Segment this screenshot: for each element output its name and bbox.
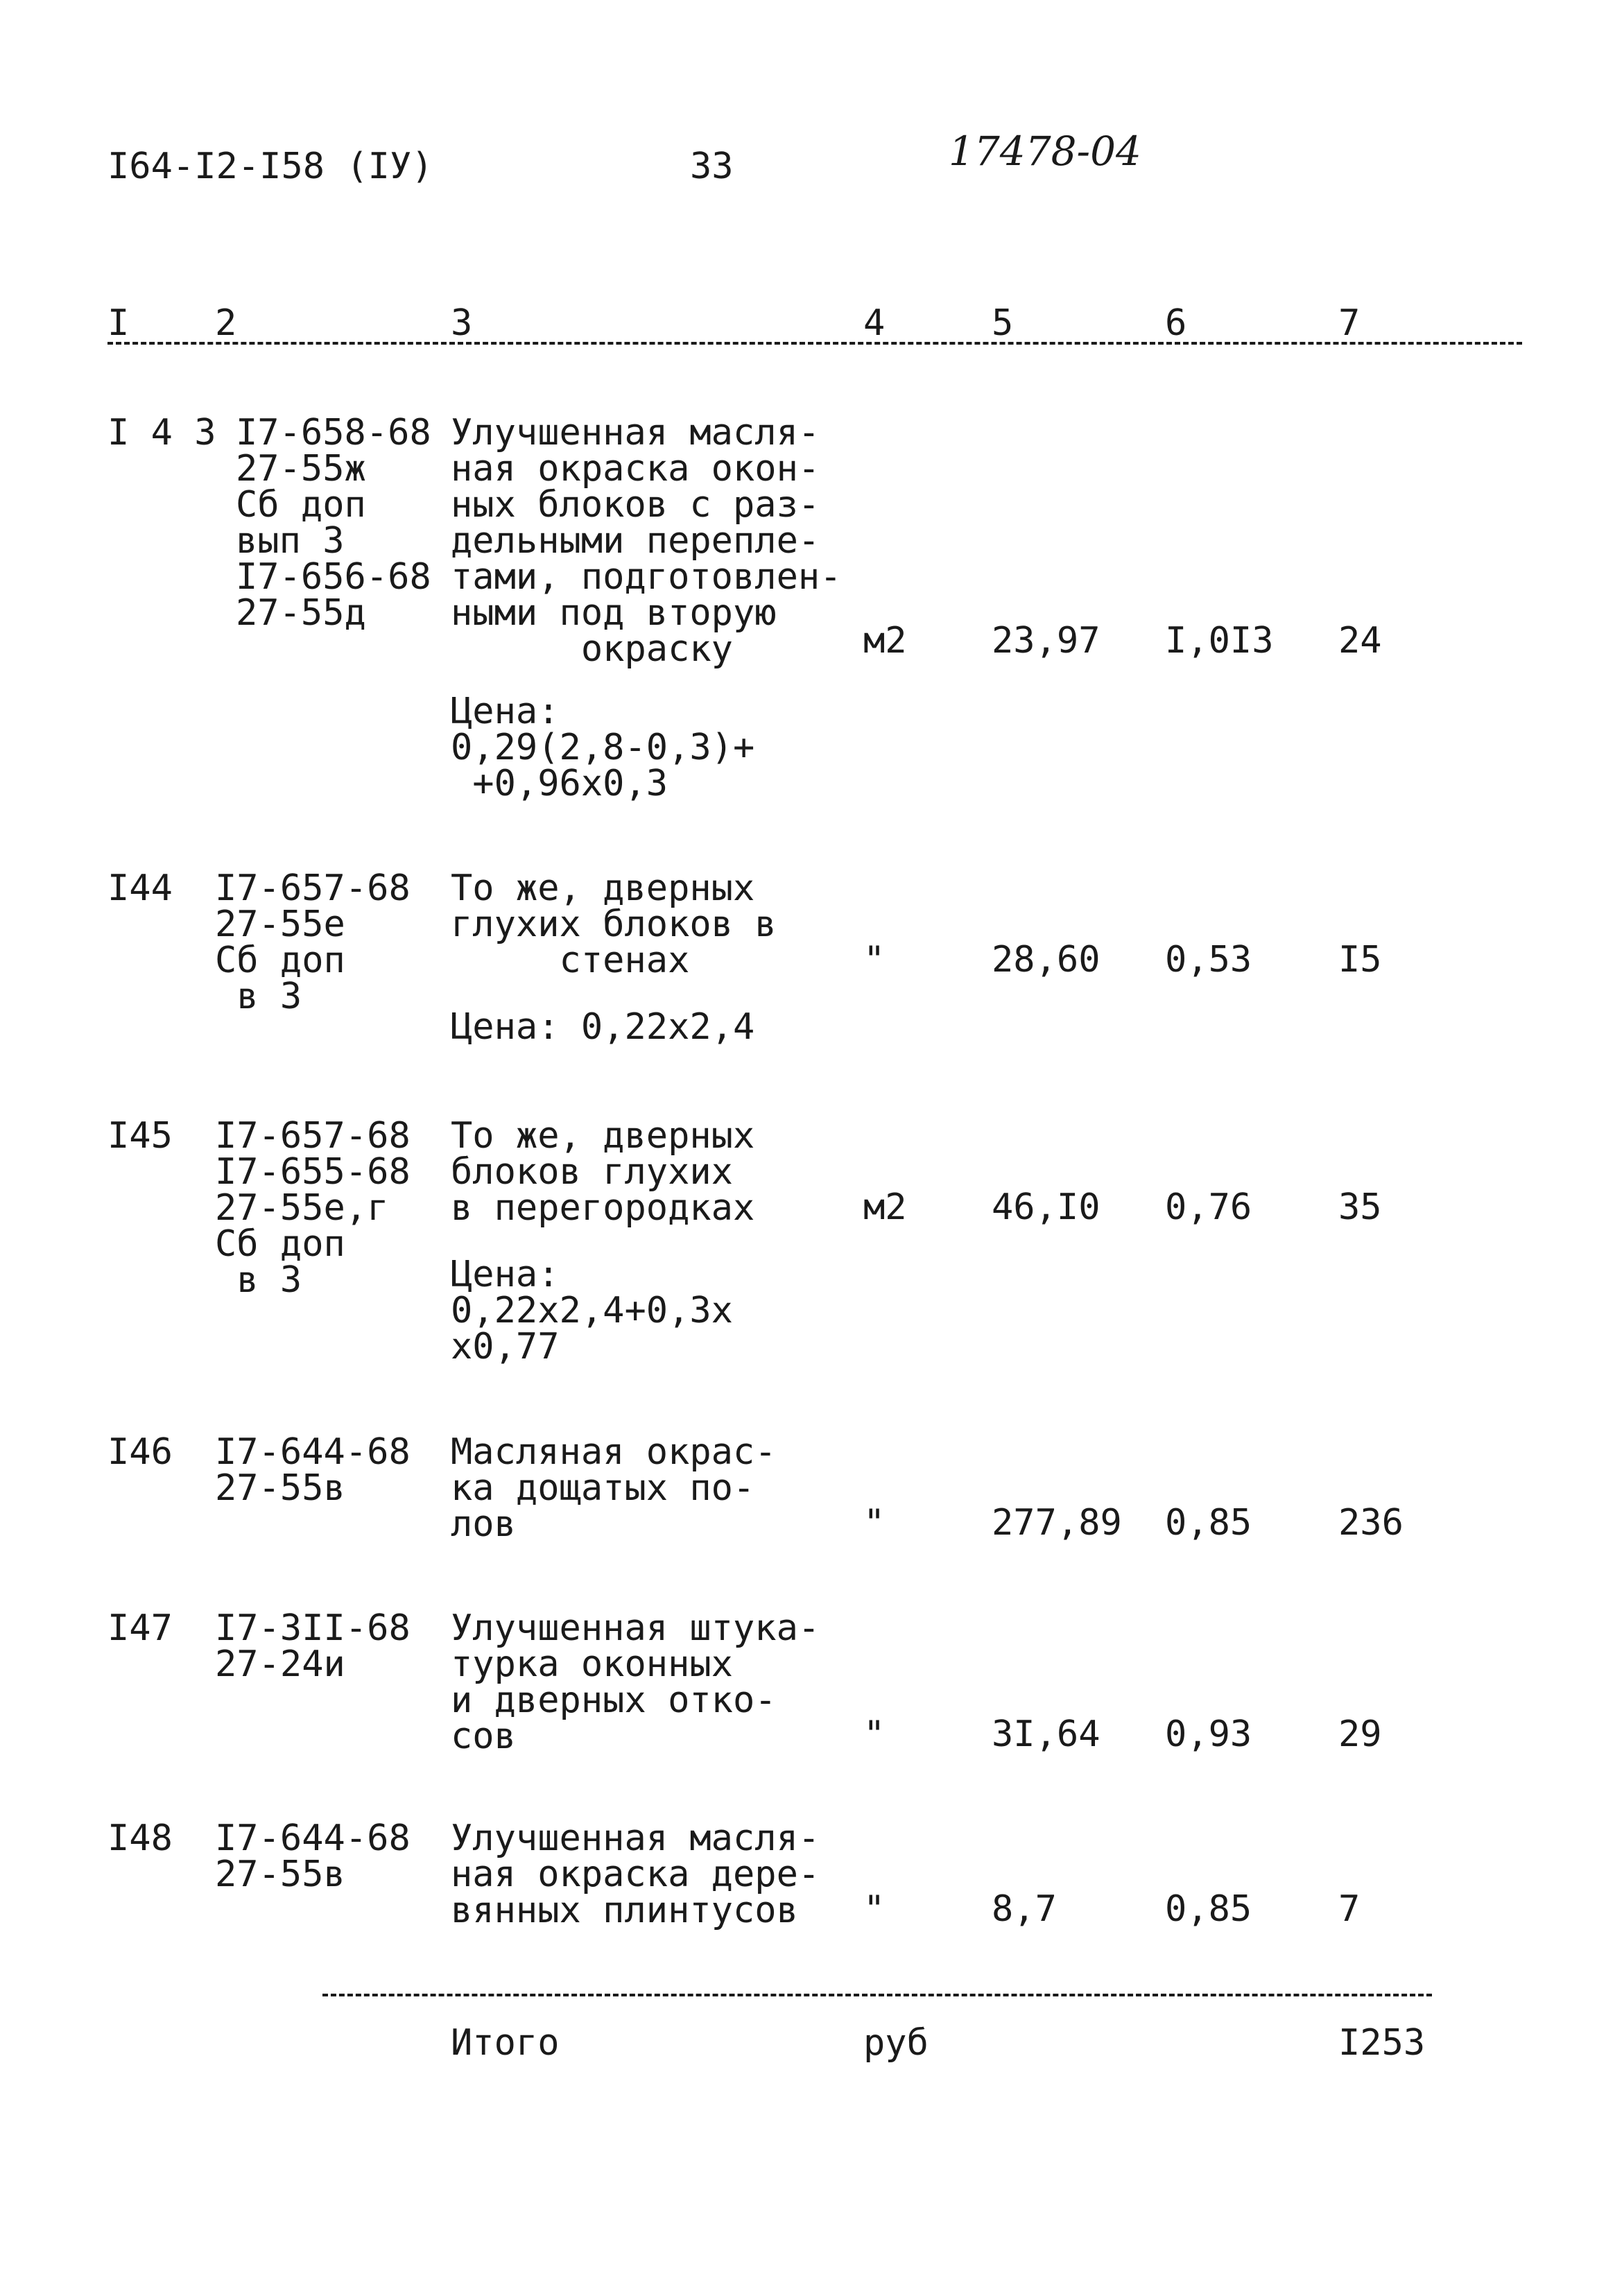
unit: " bbox=[863, 939, 886, 981]
work-description: Улучшенная масля- ная окраска окон- ных блоков с раз- дельными перепле- тами, подготовлен- ными под вторую окраску bbox=[451, 412, 842, 670]
row-number: I48 bbox=[107, 1818, 173, 1859]
unit: м2 bbox=[863, 1186, 907, 1228]
work-description: Масляная окрас- ка дощатых по- лов bbox=[451, 1431, 777, 1545]
unit: м2 bbox=[863, 620, 907, 662]
row-total: 236 bbox=[1338, 1502, 1404, 1544]
quantity: 8,7 bbox=[992, 1888, 1057, 1930]
quantity: 3I,64 bbox=[992, 1714, 1100, 1755]
document-code: I64-I2-I58 (IУ) bbox=[107, 146, 433, 187]
column-number: 6 bbox=[1165, 302, 1187, 344]
column-number: 4 bbox=[863, 302, 886, 344]
row-total: 29 bbox=[1338, 1714, 1382, 1755]
price-formula: Цена: 0,22x2,4 bbox=[451, 1006, 755, 1048]
row-number: I44 bbox=[107, 868, 173, 909]
unit-rate: I,0I3 bbox=[1165, 620, 1274, 662]
unit-rate: 0,85 bbox=[1165, 1502, 1252, 1544]
quantity: 28,60 bbox=[992, 939, 1100, 981]
handwritten-number: 17478-04 bbox=[949, 128, 1141, 175]
column-number: 3 bbox=[451, 302, 473, 344]
quantity: 23,97 bbox=[992, 620, 1100, 662]
price-formula: Цена: 0,22x2,4+0,3x x0,77 bbox=[451, 1254, 733, 1367]
unit-rate: 0,93 bbox=[1165, 1714, 1252, 1755]
work-description: То же, дверных блоков глухих в перегородках bbox=[451, 1115, 755, 1229]
column-number: I bbox=[107, 302, 130, 344]
row-total: 24 bbox=[1338, 620, 1382, 662]
quantity: 46,I0 bbox=[992, 1186, 1100, 1228]
total-label: Итого bbox=[451, 2022, 560, 2064]
column-number: 5 bbox=[992, 302, 1014, 344]
unit-rate: 0,53 bbox=[1165, 939, 1252, 981]
row-number: I47 bbox=[107, 1607, 173, 1649]
unit-rate: 0,85 bbox=[1165, 1888, 1252, 1930]
work-description: Улучшенная штука- турка оконных и дверных отко- сов bbox=[451, 1607, 820, 1757]
unit: " bbox=[863, 1888, 886, 1930]
column-number: 7 bbox=[1338, 302, 1361, 344]
quantity: 277,89 bbox=[992, 1502, 1122, 1544]
row-total: 7 bbox=[1338, 1888, 1361, 1930]
norm-reference: I7-657-68 27-55е Сб доп в 3 bbox=[215, 868, 411, 1017]
row-number: I45 bbox=[107, 1115, 173, 1157]
unit: " bbox=[863, 1502, 886, 1544]
grand-total: I253 bbox=[1338, 2022, 1426, 2064]
norm-reference: I7-644-68 27-55в bbox=[215, 1818, 411, 1895]
work-description: Улучшенная масля- ная окраска дере- вянных плинтусов bbox=[451, 1818, 820, 1931]
price-formula: Цена: 0,29(2,8-0,3)+ +0,96x0,3 bbox=[451, 691, 755, 804]
norm-reference: I7-3II-68 27-24и bbox=[215, 1607, 411, 1685]
norm-reference: I7-644-68 27-55в bbox=[215, 1431, 411, 1509]
norm-reference: I7-658-68 27-55ж Сб доп вып 3 I7-656-68 27-55д bbox=[236, 412, 431, 634]
page-number: 33 bbox=[690, 146, 734, 187]
row-number: I 4 3 bbox=[107, 412, 216, 454]
unit: " bbox=[863, 1714, 886, 1755]
unit-rate: 0,76 bbox=[1165, 1186, 1252, 1228]
column-number: 2 bbox=[215, 302, 237, 344]
row-number: I46 bbox=[107, 1431, 173, 1473]
row-total: I5 bbox=[1338, 939, 1382, 981]
norm-reference: I7-657-68 I7-655-68 27-55е,г Сб доп в 3 bbox=[215, 1115, 411, 1301]
total-dashed-rule bbox=[322, 1994, 1432, 1999]
total-unit: руб bbox=[863, 2022, 929, 2064]
header-dashed-rule bbox=[107, 342, 1522, 347]
row-total: 35 bbox=[1338, 1186, 1382, 1228]
work-description: То же, дверных глухих блоков в стенах bbox=[451, 868, 777, 981]
